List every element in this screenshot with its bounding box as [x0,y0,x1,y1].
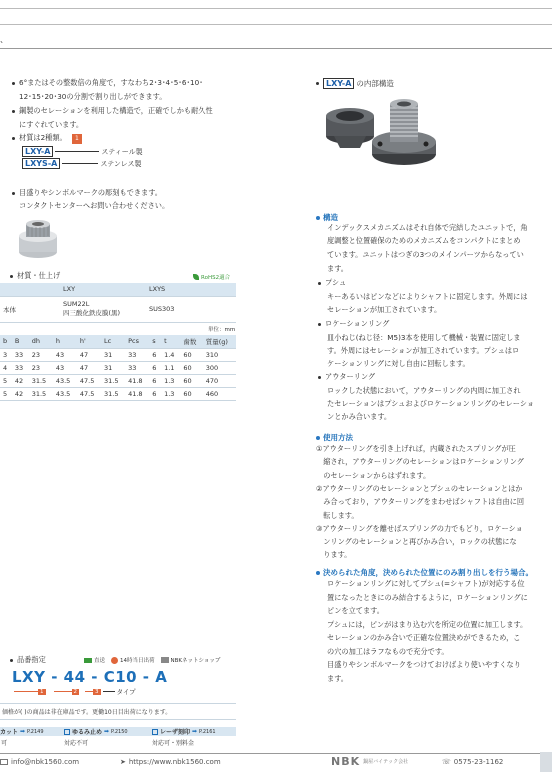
spec-cell: 31 [101,348,125,361]
spec-cell: 1.1 [161,361,180,374]
feature-line: 6°またはその整数倍の角度で，すなわち2･3･4･5･6･10･ [19,78,203,87]
clock-icon [111,657,118,664]
material-lxy-line: SUM22L [63,300,90,308]
footer-brand: NBK [331,755,361,768]
same-day-label: 14時当日出荷 [120,658,155,664]
option-value: 対応可・別料金 [152,740,195,747]
spec-cell: 43 [53,348,77,361]
bullet-icon [318,376,321,379]
type-label: タイプ [116,688,136,696]
rohs-label: RoHS2適合 [201,275,231,281]
bullet-icon [12,110,15,113]
spec-cell: 42 [12,387,29,400]
internal-title-code: LXY-A [323,78,354,89]
usage-line: ①アウターリングを引き上げれば，内蔵されたスプリングが圧 [316,444,516,453]
positioning-line: セレーションのかみ合いで正確な位置決めができるため，こ [327,633,521,642]
footer-corner-block [540,752,552,772]
material-table [0,283,236,323]
spec-header-cell: h [53,335,77,348]
header-rule-2 [0,24,552,25]
positioning-line: の穴の加工はラフなもので充分です。 [327,646,449,656]
spec-cell: 31.5 [29,374,53,387]
spec-cell: 5 [0,374,12,387]
structure-intro: ます。 [327,264,348,273]
spec-header-cell: 歯数 [180,335,202,348]
bullet-icon [318,323,321,326]
mail-icon [0,759,8,765]
structure-heading: 構造 [323,213,338,222]
usage-line: 転します。 [316,510,359,520]
spec-cell: 3 [0,348,12,361]
feature-line: 材質は2種類。 [19,133,67,142]
internal-structure-photo [322,90,442,174]
engrave-line: コンタクトセンターへお問い合わせください。 [19,201,170,210]
spec-cell: 33 [125,348,149,361]
footer-url[interactable]: https://www.nbk1560.com [128,758,221,766]
option-value: 対応不可 [64,740,89,747]
usage-line: のセレーションからはずれます。 [316,470,431,480]
internal-structure-title [316,78,394,89]
spec-cell: 43 [53,361,77,374]
table-row [0,387,236,400]
spec-header-cell: Pcs [125,335,149,348]
spec-cell: 5 [0,387,12,400]
option-title: ゆるみ止め [72,729,103,736]
footer-phone-block[interactable] [442,758,503,766]
bullet-icon [318,282,321,285]
material-code: LXYS-A [22,158,60,169]
usage-line: ②アウターリングのセレーションとプシュのセレーションとはか [316,483,523,493]
footer-url-block[interactable] [120,758,221,766]
spec-cell: 33 [12,348,29,361]
spec-cell: 6 [149,361,161,374]
bullet-icon [12,82,15,85]
table-row [0,361,236,374]
option-marker-icon [64,729,70,735]
option-ref[interactable]: P.2149 [26,728,44,735]
part-desc: セレーションが加工されています。 [327,305,442,314]
spec-cell: 60 [180,348,202,361]
spec-header-cell: dh [29,335,53,348]
bullet-icon [10,659,13,662]
positioning-line: ロケーションリングに対してプシュ(=シャフト)が対応する位 [327,579,525,588]
engrave-line: 目盛りやシンボルマークの彫刻もできます。 [19,188,162,197]
part-name: ロケーションリング [325,319,390,328]
material-row-label: 本体 [0,296,60,322]
spec-cell: 6 [149,374,161,387]
spec-header-cell: 質量(g) [203,335,236,348]
spec-cell: 31.5 [101,374,125,387]
spec-cell: 47.5 [77,374,101,387]
usage-line: ります。 [316,550,352,560]
bullet-icon [12,137,15,140]
spec-cell: 31 [101,361,125,374]
material-header [0,283,60,296]
spec-cell: 41.8 [125,374,149,387]
part-desc: ンとかみ合います。 [327,412,392,421]
part-desc: キーあるいはピンなどによりシャフトに固定します。外周には [327,292,528,301]
leaf-icon [193,274,199,280]
spec-cell: 310 [203,348,236,361]
spec-header-cell: h' [77,335,101,348]
net-shop-label: NBKネットショップ [170,658,221,664]
material-code: LXY-A [22,146,53,157]
spec-cell: 460 [203,387,236,400]
usage-line: 縮され，アウターリングのセレーションはロケーションリング [316,457,524,467]
part-number-title: 品番指定 [17,655,46,664]
spec-cell: 1.3 [161,387,180,400]
spec-cell: 47 [77,361,101,374]
spec-cell: 470 [203,374,236,387]
spec-cell: 43.5 [53,374,77,387]
part-desc: ロックした状態において，アウターリングの内周に加工され [327,386,521,395]
heading-bullet-icon [316,216,320,220]
option-marker-icon [152,729,158,735]
spec-cell: 33 [125,361,149,374]
spec-header-cell: B [12,335,29,348]
material-desc: ステンレス製 [100,159,142,168]
spec-cell: 23 [29,361,53,374]
usage-line: ③アウターリングを離せばスプリングの力でもどり，ロケーショ [316,523,523,533]
part-desc: ケーションリングに対し自由に回転します。 [327,359,470,368]
option-title: レーザ刻印 [160,729,191,736]
material-lxys: SUS303 [146,296,236,322]
positioning-line: ピンを立てます。 [327,606,384,615]
bullet-icon [12,192,15,195]
heading-bullet-icon [316,436,320,440]
footer-brand-block [331,755,408,768]
unit-label: 単位：mm [208,327,236,333]
option-value: 可 [1,740,8,747]
phone-icon: ☏ [442,758,451,766]
footer-email-block[interactable] [0,758,79,766]
top-mark: 、 [0,35,8,44]
footer-phone[interactable]: 0575-23-1162 [453,758,504,766]
truck-icon [84,658,92,663]
usage-line: ンリングのセレーションと再びかみ合い，ロックの状態にな [316,537,517,547]
positioning-heading: 決められた角度，決められた位置にのみ割り出しを行う場合。 [323,568,533,577]
spec-header-cell: s [149,335,161,348]
feature-line: にすぐれています。 [19,120,84,129]
part-number-badges [14,687,136,696]
spec-cell: 60 [180,387,202,400]
options-bar [0,727,236,749]
part-number-code: LXY - 44 - C10 - A [12,668,168,686]
spec-header-cell: Lc [101,335,125,348]
positioning-line: 目盛りやシンボルマークをつけておけばより使いやすくなり [327,660,521,669]
bullet-icon [316,82,319,85]
spec-cell: 47.5 [77,387,101,400]
product-thumbnail [18,218,58,260]
material-header: LXY [60,283,146,296]
usage-line: み合っており，アウターリングをまわせばシャフトは自由に回 [316,497,525,507]
direct-ship-label: 直送 [94,658,106,664]
header-rule-1 [0,8,552,9]
footer-rule [0,753,552,754]
option-title: カット [0,729,18,736]
spec-cell: 31.5 [29,387,53,400]
part-name: アウターリング [325,372,376,381]
spec-cell: 42 [12,374,29,387]
positioning-line: プシュには，ピンがはまり込む穴を所定の位置に加工します。 [327,619,528,629]
spec-cell: 43.5 [53,387,77,400]
part-desc: 皿小ねじ(ねじ径：M5)3本を使用して機械・装置に固定しま [327,333,521,342]
spec-cell: 4 [0,361,12,374]
footer-company: 鍋屋バイテック会社 [363,759,409,765]
shipping-icons [84,656,220,664]
spec-cell: 33 [12,361,29,374]
arrow-icon: ➡ [19,728,25,735]
material-lxy-line: 四三酸化鉄皮膜(黒) [63,309,121,317]
usage-heading: 使用方法 [323,433,353,442]
arrow-icon: ➡ [104,728,110,735]
cursor-icon: ➤ [120,758,126,766]
material-badge: 1 [72,134,82,144]
positioning-line: ます。 [327,673,348,683]
spec-cell: 47 [77,348,101,361]
spec-cell: 6 [149,348,161,361]
feature-line: 鋼製のセレーションを利用した構造で，正確でしかも耐久性 [19,106,213,115]
badge: 1 [40,688,44,695]
part-name: プシュ [325,278,347,287]
arrow-icon: ➡ [192,728,198,735]
positioning-line: 置になったときにのみ結合するように，ロケーションリングに [327,592,528,602]
spec-cell: 60 [180,374,202,387]
option-ref[interactable]: P.2161 [199,728,216,735]
cart-icon [161,657,169,663]
heading-bullet-icon [316,571,320,575]
spec-cell: 23 [29,348,53,361]
badge: 3 [95,688,99,695]
spec-cell: 1.3 [161,374,180,387]
material-section-title: 材質・仕上げ [17,271,61,280]
spec-cell: 31.5 [101,387,125,400]
structure-intro: ています。ユニットはつぎの3つのメインパーツからなってい [327,250,524,259]
spec-cell: 1.4 [161,348,180,361]
footer-email[interactable]: info@nbk1560.com [11,758,80,766]
table-row [0,374,236,387]
spec-cell: 300 [203,361,236,374]
spec-header-cell: b [0,335,12,348]
part-desc: す。外周にはセレーションが加工されています。プシュはロ [327,346,520,355]
material-header: LXYS [146,283,236,296]
rohs-badge [193,273,230,281]
table-row [0,348,236,361]
structure-intro: インデックスメカニズムはそれ自体で完結したユニットで，角 [327,223,528,232]
internal-title-text: の内部構造 [356,79,394,88]
option-ref[interactable]: P.2150 [111,728,128,735]
header-rule-3 [0,48,552,49]
spec-table [0,335,236,401]
badge: 2 [73,688,77,695]
part-desc: たセレーションはプシュおよびロケーションリングのセレーショ [327,399,535,408]
spec-header-cell: t [161,335,180,348]
spec-cell: 60 [180,361,202,374]
spec-cell: 6 [149,387,161,400]
structure-intro: 度調整と位置確保のためのメカニズムをコンパクトにまとめ [327,236,521,245]
stock-note: 価格が( )の商品は非在庫品です。更働10日目出荷になります。 [0,703,236,720]
feature-line: 12･15･20･30の分割で割り出しができます。 [19,92,167,101]
material-desc: スティール製 [101,147,143,156]
spec-cell: 41.8 [125,387,149,400]
bullet-icon [10,275,13,278]
